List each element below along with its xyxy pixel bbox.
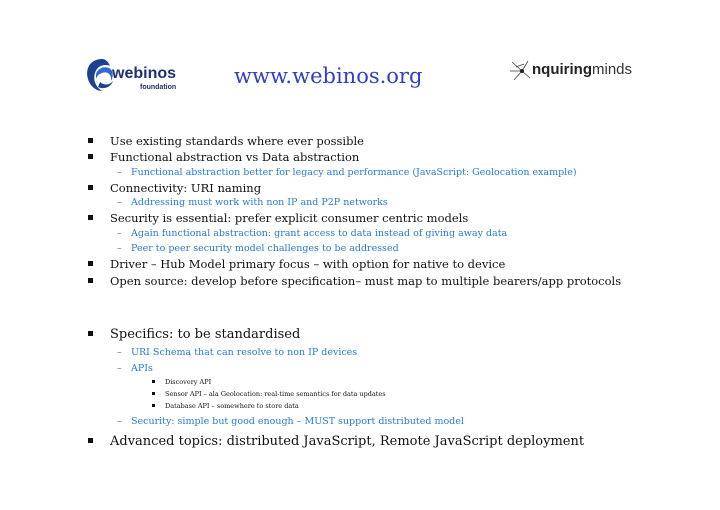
webinos-foundation-logo xyxy=(84,56,194,94)
bullet-item: Use existing standards where ever possible xyxy=(88,134,364,148)
bullet-item: Advanced topics: distributed JavaScript, Remote JavaScript deployment xyxy=(88,434,584,449)
sub-sub-bullet-item: Discovery API xyxy=(152,378,211,386)
bullet-square-icon xyxy=(88,261,93,266)
bullet-item: Open source: develop before specification– must map to multiple bearers/app protocols xyxy=(88,274,621,288)
bullet-item: Specifics: to be standardised xyxy=(88,327,300,342)
page-title: www.webinos.org xyxy=(234,64,423,88)
bullet-square-icon xyxy=(152,404,155,407)
bullet-square-icon xyxy=(88,278,93,283)
webinos-swirl-icon xyxy=(84,56,194,94)
svg-text:foundation: foundation xyxy=(140,84,177,91)
bullet-square-icon xyxy=(88,215,93,220)
sub-sub-bullet-item: Sensor API – ala Geolocation: real-time semantics for data updates xyxy=(152,390,386,398)
bullet-square-icon xyxy=(88,438,93,443)
sub-bullet-item: – APIs xyxy=(117,363,153,374)
nquiring-minds-wordmark: nquiringminds xyxy=(532,61,633,78)
bullet-square-icon xyxy=(152,380,155,383)
sub-bullet-item: – URI Schema that can resolve to non IP devices xyxy=(117,347,358,358)
bullet-item: Security is essential: prefer explicit consumer centric models xyxy=(88,211,468,225)
bullet-square-icon xyxy=(152,392,155,395)
nquiring-minds-logo xyxy=(510,58,640,82)
bullet-square-icon xyxy=(88,331,93,336)
bullet-item: Functional abstraction vs Data abstraction xyxy=(88,150,359,164)
sub-bullet-item: – Addressing must work with non IP and P2P networks xyxy=(117,197,388,208)
sub-bullet-item: – Functional abstraction better for legacy and performance (JavaScript: Geolocation example) xyxy=(117,167,577,178)
sub-bullet-item: – Security: simple but good enough – MUST support distributed model xyxy=(117,416,464,427)
bullet-square-icon xyxy=(88,138,93,143)
svg-text:webinos: webinos xyxy=(112,65,177,82)
sub-bullet-item: – Peer to peer security model challenges to be addressed xyxy=(117,243,399,254)
bullet-square-icon xyxy=(88,154,93,159)
bullet-item: Driver – Hub Model primary focus – with option for native to device xyxy=(88,257,505,271)
sub-sub-bullet-item: Database API – somewhere to store data xyxy=(152,402,299,410)
sub-bullet-item: – Again functional abstraction: grant access to data instead of giving away data xyxy=(117,228,508,239)
bullet-item: Connectivity: URI naming xyxy=(88,181,261,195)
bullet-square-icon xyxy=(88,185,93,190)
